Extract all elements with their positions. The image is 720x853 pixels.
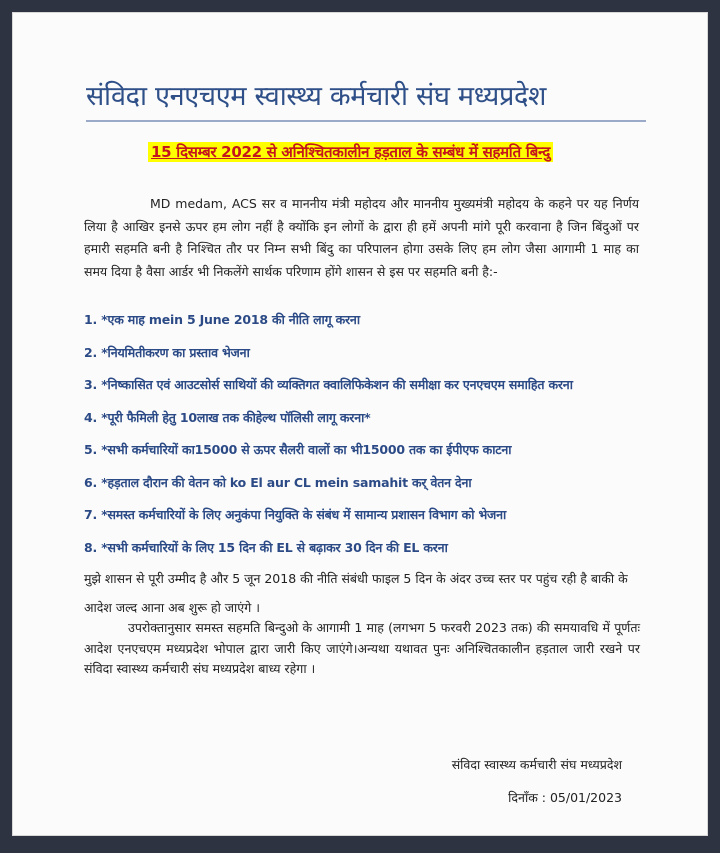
title-divider (86, 120, 646, 122)
agreement-point: 6. *हड़ताल दौरान की वेतन को ko El aur CL mein samahit कर् वेतन देना (84, 474, 472, 490)
agreement-points-list (84, 309, 654, 569)
followup-paragraph: मुझे शासन से पूरी उम्मीद है और 5 जून 2018 की नीति संबंधी फाइल 5 दिन के अंदर उच्च स्तर पर पहुंच रही है बाकी के आदेश जल्द आना अब शुरू हो जाएंगे । (84, 571, 628, 615)
document-title: संविदा एनएचएम स्वास्थ्य कर्मचारी संघ मध्यप्रदेश (86, 81, 547, 112)
signature-org: संविदा स्वास्थ्य कर्मचारी संघ मध्यप्रदेश (451, 757, 622, 772)
agreement-point: 7. *समस्त कर्मचारियों के लिए अनुकंपा नियुक्ति के संबंध में सामान्य प्रशासन विभाग को भेजना (84, 507, 507, 522)
agreement-point: 8. *सभी कर्मचारियों के लिए 15 दिन की EL से बढ़ाकर 30 दिन की EL करना (84, 539, 448, 555)
subject-heading: 15 दिसम्बर 2022 से अनिश्चितकालीन हड़ताल के सम्बंध में सहमति बिन्दु (148, 142, 553, 162)
agreement-point: 5. *सभी कर्मचारियों का15000 से ऊपर सैलरी वालों का भी15000 तक का ईपीएफ काटना (84, 442, 512, 457)
closing-paragraph: उपरोक्तानुसार समस्त सहमति बिन्दुओ के आगामी 1 माह (लगभग 5 फरवरी 2023 तक) की समयावधि में पूर्णतः आदेश एनएचएम मध्यप्रदेश भोपाल द्वारा जारी किए जाएंगे।अन्यथा यथावत पुनः अनिश्चितकालीन हड़ताल जारी रखने पर संविदा स्वास्थ्य कर्मचारी संघ मध्यप्रदेश बाध्य रहेगा । (84, 620, 640, 676)
agreement-point: 4. *पूरी फैमिली हेतु 10लाख तक कीहेल्थ पॉलिसी लागू करना* (84, 409, 371, 425)
document-page (12, 12, 708, 836)
agreement-point: 2. *नियमितीकरण का प्रस्ताव भेजना (84, 344, 250, 360)
agreement-point: 1. *एक माह mein 5 June 2018 की नीति लागू करना (84, 312, 360, 327)
signature-date: दिनाँक : 05/01/2023 (508, 790, 622, 805)
agreement-point: 3. *निष्कासित एवं आउटसोर्स साथियों की व्यक्तिगत क्वालिफिकेशन की समीक्षा कर एनएचएम समाहित करना (84, 377, 573, 392)
intro-paragraph: MD medam, ACS सर व माननीय मंत्री महोदय और माननीय मुख्यमंत्री महोदय के कहने पर यह निर्णय लिया है आखिर इनसे ऊपर हम लोग नहीं है क्योंकि इन लोगों के द्वारा ही हमें अपनी मांगे पूरी करवाना है जिन बिंदुओं पर हमारी सहमति बनी है निश्चित तौर पर निम्न सभी बिंदु का परिपालन होगा उसके लिए हम लोग जैसा आगामी 1 माह का समय दिया है वैसा आर्डर भी निकलेंगे सार्थक परिणाम होंगे शासन से इस पर सहमति बनी है:- (84, 196, 639, 279)
